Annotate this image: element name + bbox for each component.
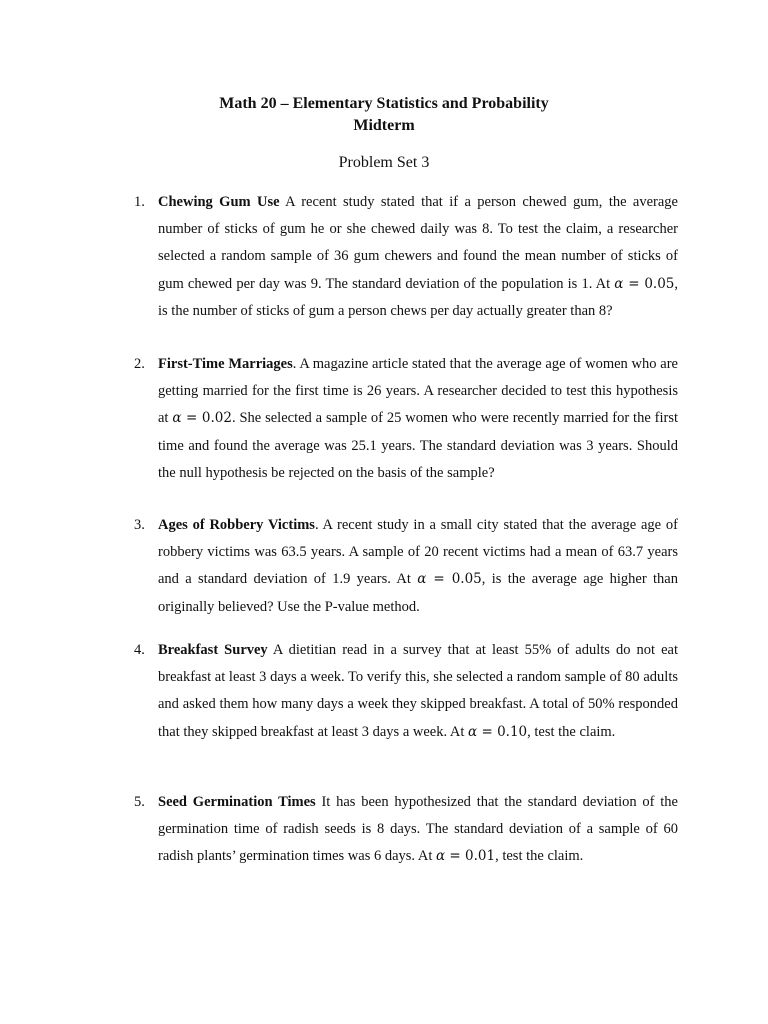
problem-heading: Seed Germination Times xyxy=(158,794,316,810)
alpha-expression: α = 0.05 xyxy=(417,571,482,588)
problem-text-end: , test the claim. xyxy=(527,723,616,740)
alpha-expression: α = 0.01 xyxy=(436,848,496,865)
problem-item-3 xyxy=(134,512,678,621)
problem-set-heading: Problem Set 3 xyxy=(338,154,430,171)
document-subtitle-midterm: Midterm xyxy=(353,117,415,134)
problem-text-end: , test the claim. xyxy=(495,848,584,865)
problem-item-1 xyxy=(134,189,679,325)
problem-number: 5. xyxy=(134,794,145,810)
problem-heading: Breakfast Survey xyxy=(158,642,268,658)
problem-heading: First-Time Marriages xyxy=(158,356,293,372)
alpha-expression: α = 0.02 xyxy=(172,410,232,427)
alpha-expression: α = 0.10 xyxy=(468,723,528,740)
problem-item-5 xyxy=(134,789,678,871)
problem-heading: Ages of Robbery Victims xyxy=(158,517,315,533)
problem-number: 2. xyxy=(134,356,145,372)
problem-item-2 xyxy=(134,351,679,487)
problem-text: . A recent study in a small city stated that the average age of robbery victims was 63.5 years. A sample of 20 recent victims had a mean of 63.7 years and a standard deviation of 1.9 years. At xyxy=(158,517,678,588)
problem-text: . A magazine article stated that the average age of women who are getting married for the first time is 26 years. A researcher decided to test this hypothesis at xyxy=(158,356,678,427)
problem-number: 1. xyxy=(134,194,145,210)
problem-text-end: , is the average age higher than originally believed? Use the P-value method. xyxy=(158,571,678,615)
problem-number: 3. xyxy=(134,517,145,533)
alpha-expression: α = 0.05 xyxy=(614,275,675,292)
problem-text: A recent study stated that if a person chewed gum, the average number of sticks of gum he or she chewed daily was 8. To test the claim, a researcher selected a random sample of 36 gum chewers and found the mean number of sticks of gum chewed per day was 9. The standard deviation of the population is 1. At xyxy=(158,194,678,292)
document-title: Math 20 – Elementary Statistics and Probability xyxy=(219,95,549,112)
problem-item-4 xyxy=(134,637,678,746)
problem-text-end: , is the number of sticks of gum a person chews per day actually greater than 8? xyxy=(158,275,679,319)
problem-text: A dietitian read in a survey that at least 55% of adults do not eat breakfast at least 3 days a week. To verify this, she selected a random sample of 80 adults and asked them how many days a week they skipped breakfast. A total of 50% responded that they skipped breakfast at least 3 days a week. At xyxy=(158,642,678,740)
problem-number: 4. xyxy=(134,642,145,658)
problem-text-end: . She selected a sample of 25 women who were recently married for the first time and found the average was 25.1 years. The standard deviation was 3 years. Should the null hypothesis be rejected on the basis of the sample? xyxy=(158,410,679,481)
problem-text: It has been hypothesized that the standard deviation of the germination time of radish seeds is 8 days. The standard deviation of a sample of 60 radish plants’ germination times was 6 days. At xyxy=(158,794,678,865)
problem-heading: Chewing Gum Use xyxy=(158,194,280,210)
